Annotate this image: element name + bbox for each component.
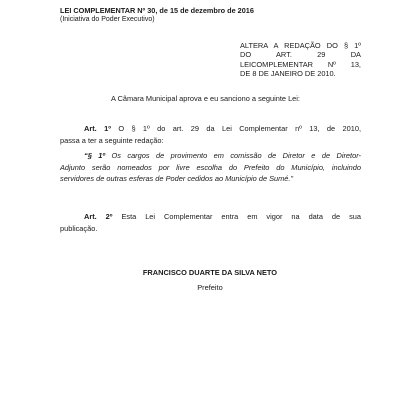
signer-name: FRANCISCO DUARTE DA SILVA NETO: [142, 268, 278, 277]
paragraph-label: “§ 1º: [84, 151, 106, 160]
ementa-line: ALTERA A REDAÇÃO DO § 1º: [240, 41, 361, 50]
ementa-line: DO ART. 29 DA: [240, 50, 361, 60]
article-2-paragraph: [60, 211, 361, 234]
article-1-paragraph: [60, 123, 361, 146]
ementa-block: [240, 41, 361, 79]
quote-line: servidores de outras esferas de Poder cedidos ao Município de Sumé.”: [60, 174, 293, 183]
article-2-line: publicação.: [60, 223, 98, 233]
quote-line: [60, 150, 361, 162]
ementa-line: DE 8 DE JANEIRO DE 2010.: [240, 69, 336, 79]
quote-text: Os cargos de provimento em comissão de Diretor e de Diretor-: [111, 151, 361, 160]
ementa-line: LEICOMPLEMENTAR Nº 13,: [240, 59, 361, 69]
quote-line: Adjunto serão nomeados por livre escolha do Prefeito do Município, incluindo: [60, 162, 361, 172]
signer-role: Prefeito: [197, 283, 223, 292]
quoted-paragraph: [60, 150, 361, 185]
article-2-line: [60, 211, 361, 223]
article-2-label: Art. 2º: [84, 212, 113, 221]
law-title: LEI COMPLEMENTAR Nº 30, de 15 de dezembro de 2016: [60, 6, 254, 15]
article-1-label: Art. 1º: [84, 124, 111, 133]
preamble-paragraph: A Câmara Municipal aprova e eu sanciono a seguinte Lei:: [111, 94, 300, 103]
law-subtitle: (Iniciativa do Poder Executivo): [60, 16, 155, 23]
article-1-line: passa a ter a seguinte redação:: [60, 135, 164, 145]
article-1-text: O § 1º do art. 29 da Lei Complementar nº 13, de 2010,: [118, 124, 362, 133]
article-1-line: [60, 123, 361, 135]
article-2-text: Esta Lei Complementar entra em vigor na data de sua: [121, 212, 361, 221]
